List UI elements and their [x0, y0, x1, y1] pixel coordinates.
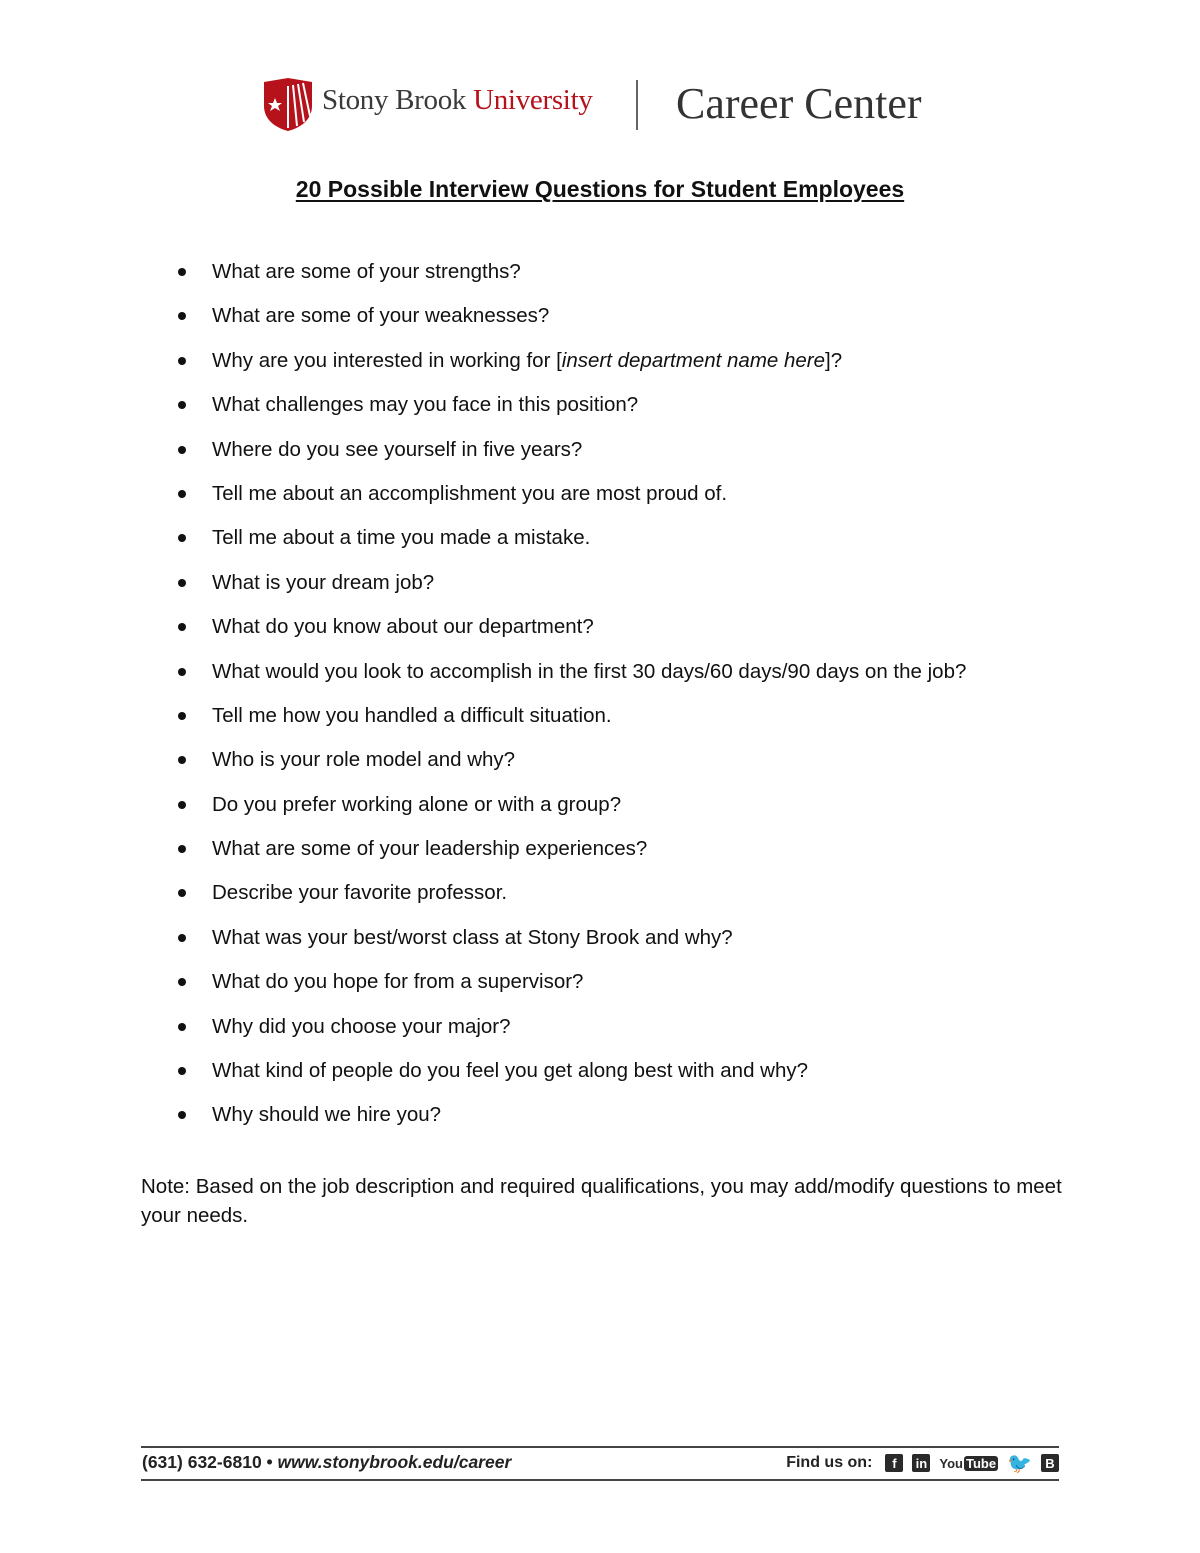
question-item: What are some of your strengths? [170, 256, 966, 300]
question-item: What are some of your weaknesses? [170, 300, 966, 344]
blogger-icon[interactable]: B [1041, 1454, 1059, 1472]
logo-stony-brook: Stony Brook [322, 84, 467, 116]
question-item: Why should we hire you? [170, 1099, 966, 1143]
find-us-label: Find us on: [786, 1454, 873, 1471]
question-item: What are some of your leadership experiences? [170, 833, 966, 877]
question-item: Tell me about an accomplishment you are most proud of. [170, 478, 966, 522]
question-item: What would you look to accomplish in the first 30 days/60 days/90 days on the job? [170, 656, 966, 700]
footer-phone: (631) 632-6810 • [142, 1452, 273, 1472]
question-item: What do you hope for from a supervisor? [170, 966, 966, 1010]
question-text: ]? [825, 348, 843, 372]
question-list [170, 256, 966, 1144]
question-item: Describe your favorite professor. [170, 877, 966, 921]
youtube-icon[interactable]: You Tube [939, 1455, 997, 1471]
document-title: 20 Possible Interview Questions for Student Employees [295, 176, 905, 202]
department-name: Career Center [676, 79, 922, 128]
twitter-icon[interactable]: 🐦 [1007, 1452, 1032, 1475]
footer-top-rule [141, 1446, 1059, 1448]
footer-contact [142, 1452, 511, 1473]
stony-brook-shield-icon [262, 76, 314, 132]
question-item: What was your best/worst class at Stony Brook and why? [170, 922, 966, 966]
question-item: Why did you choose your major? [170, 1011, 966, 1055]
social-links [786, 1451, 1059, 1475]
header-divider [636, 80, 638, 130]
question-item: Tell me how you handled a difficult situation. [170, 700, 966, 744]
question-item: What do you know about our department? [170, 611, 966, 655]
footer-url[interactable]: www.stonybrook.edu/career [277, 1452, 512, 1472]
question-item [170, 345, 966, 389]
question-item: What challenges may you face in this position? [170, 389, 966, 433]
question-item: Tell me about a time you made a mistake. [170, 522, 966, 566]
facebook-icon[interactable]: f [885, 1454, 903, 1472]
note-paragraph: Note: Based on the job description and required qualifications, you may add/modify questions to meet your needs. [141, 1175, 1062, 1227]
page-header [262, 76, 982, 132]
logo-university: University [473, 84, 593, 116]
university-logo-text [322, 84, 593, 117]
question-item: Do you prefer working alone or with a group? [170, 789, 966, 833]
question-item: Where do you see yourself in five years? [170, 434, 966, 478]
question-text: Why are you interested in working for [ [212, 348, 562, 372]
question-placeholder: insert department name here [561, 348, 826, 372]
footer-bottom-rule [141, 1479, 1059, 1481]
question-item: What is your dream job? [170, 567, 966, 611]
linkedin-icon[interactable]: in [912, 1454, 930, 1472]
question-item: What kind of people do you feel you get along best with and why? [170, 1055, 966, 1099]
question-item: Who is your role model and why? [170, 744, 966, 788]
